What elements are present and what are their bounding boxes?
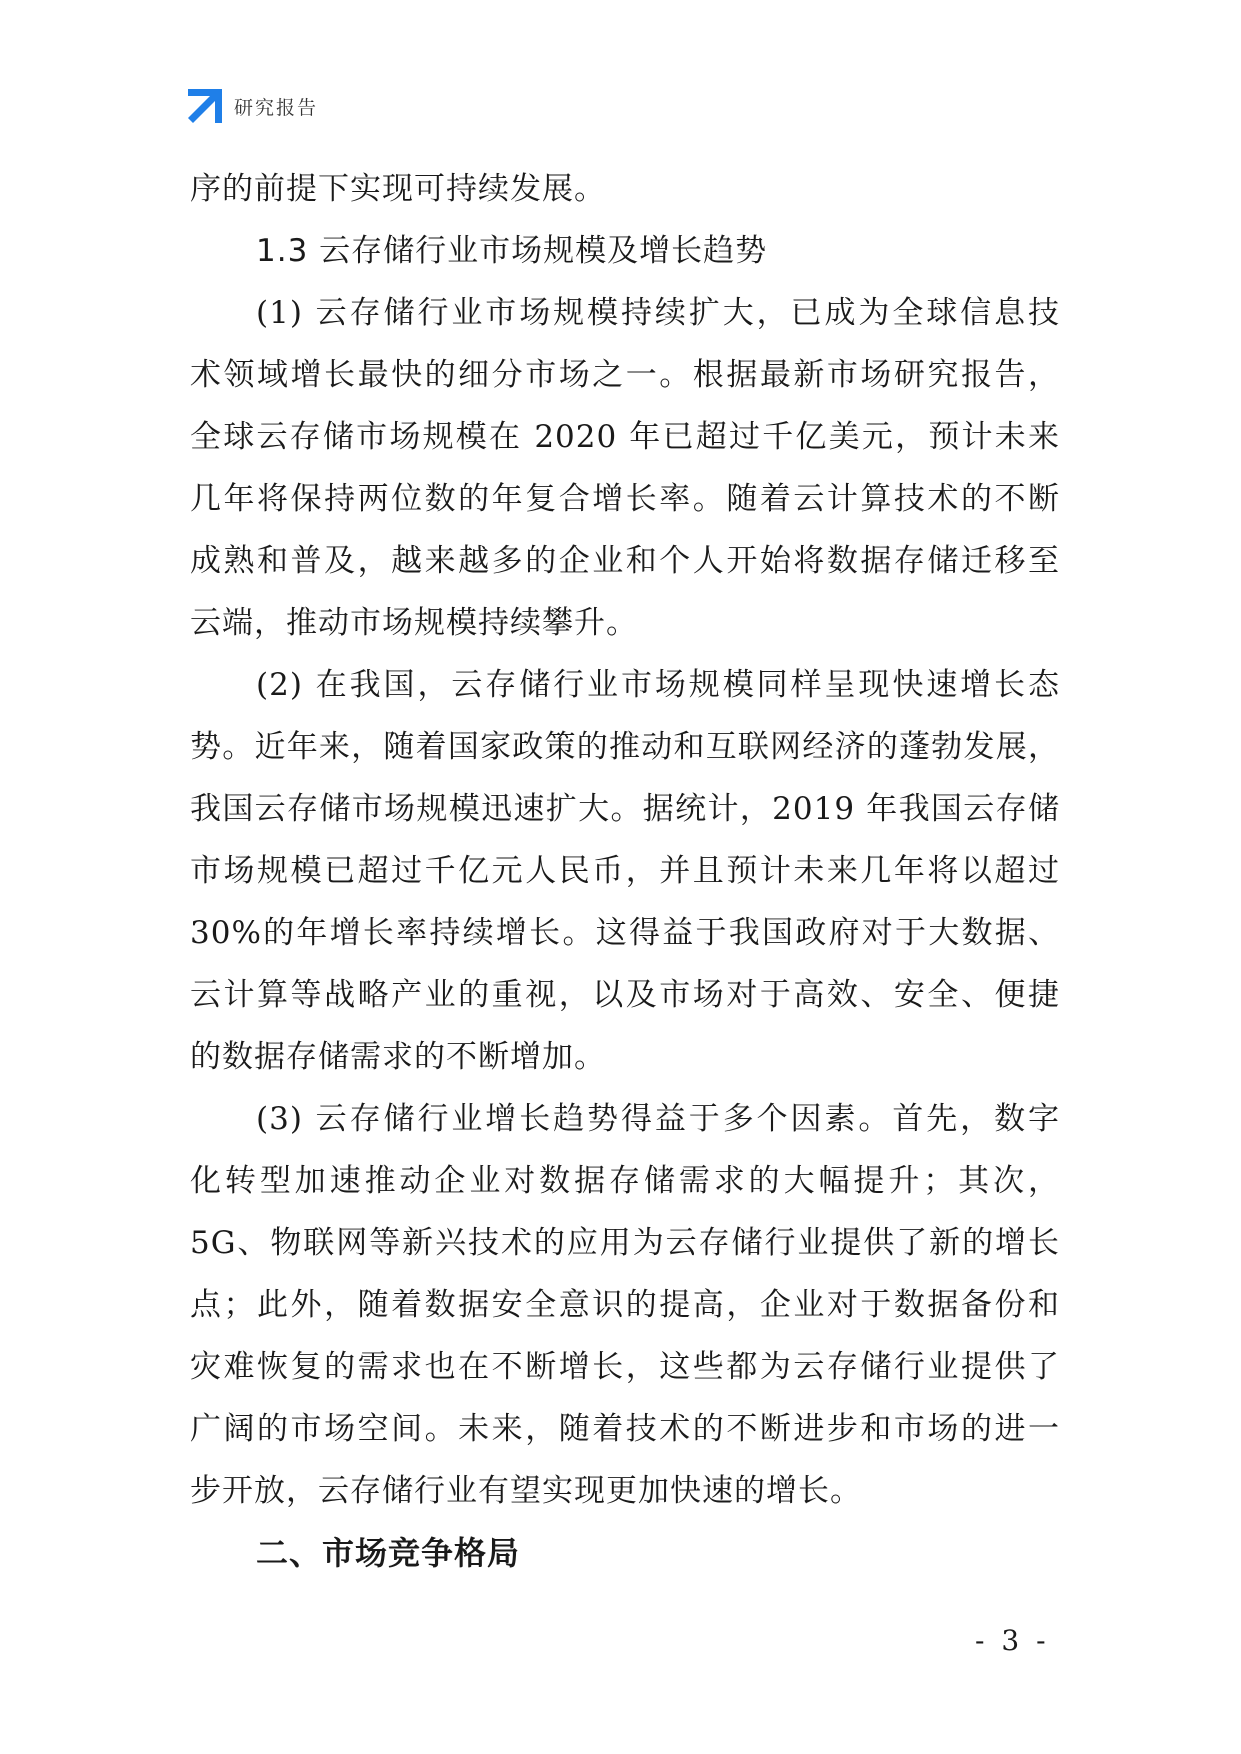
body-line: (2) 在我国，云存储行业市场规模同样呈现快速增长态 — [256, 667, 1060, 703]
body-line: 成熟和普及，越来越多的企业和个人开始将数据存储迁移至 — [190, 543, 1060, 579]
body-line: 化转型加速推动企业对数据存储需求的大幅提升；其次， — [190, 1163, 1060, 1199]
body-line: (1) 云存储行业市场规模持续扩大，已成为全球信息技 — [256, 295, 1060, 331]
body-line: 广阔的市场空间。未来，随着技术的不断进步和市场的进一 — [190, 1411, 1060, 1447]
body-line: 点；此外，随着数据安全意识的提高，企业对于数据备份和 — [190, 1287, 1060, 1323]
body-line: 云端，推动市场规模持续攀升。 — [190, 605, 638, 641]
arrow-logo-icon — [188, 89, 222, 123]
page-header — [188, 88, 318, 124]
section-heading: 二、市场竞争格局 — [256, 1534, 521, 1572]
body-line: 术领域增长最快的细分市场之一。根据最新市场研究报告， — [190, 357, 1060, 393]
body-line: 灾难恢复的需求也在不断增长，这些都为云存储行业提供了 — [190, 1349, 1060, 1385]
header-title: 研究报告 — [234, 96, 319, 119]
body-line: 的数据存储需求的不断增加。 — [190, 1039, 606, 1075]
body-line: 全球云存储市场规模在 2020 年已超过千亿美元，预计未来 — [190, 419, 1060, 455]
body-line: 步开放，云存储行业有望实现更加快速的增长。 — [190, 1473, 862, 1509]
body-line: 云计算等战略产业的重视，以及市场对于高效、安全、便捷 — [190, 977, 1060, 1013]
body-line: 势。近年来，随着国家政策的推动和互联网经济的蓬勃发展， — [190, 729, 1060, 765]
body-line: 我国云存储市场规模迅速扩大。据统计，2019 年我国云存储 — [190, 791, 1060, 827]
sub-heading: 1.3 云存储行业市场规模及增长趋势 — [256, 233, 768, 269]
body-line: (3) 云存储行业增长趋势得益于多个因素。首先，数字 — [256, 1101, 1060, 1137]
body-line: 30%的年增长率持续增长。这得益于我国政府对于大数据、 — [190, 915, 1060, 951]
body-line: 5G、物联网等新兴技术的应用为云存储行业提供了新的增长 — [190, 1225, 1060, 1261]
document-body — [190, 158, 1060, 1584]
body-line: 市场规模已超过千亿元人民币，并且预计未来几年将以超过 — [190, 853, 1060, 889]
body-line: 序的前提下实现可持续发展。 — [190, 171, 606, 207]
body-line: 几年将保持两位数的年复合增长率。随着云计算技术的不断 — [190, 481, 1060, 517]
page-number: - 3 - — [975, 1624, 1050, 1657]
